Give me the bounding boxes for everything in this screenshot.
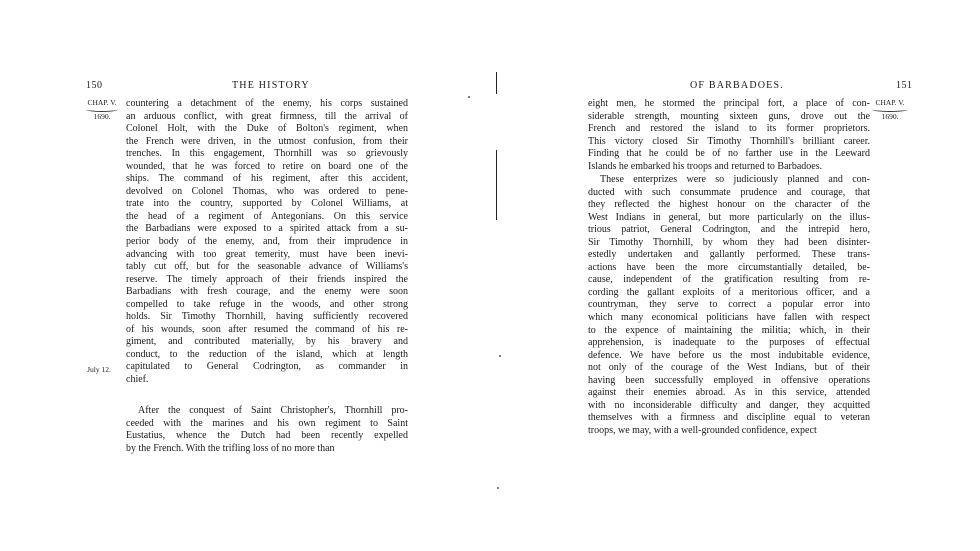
text-line: wounded, that he was forced to retire on board one of the (126, 160, 408, 172)
text-line: cording the gallant exploits of a meritorious officer, and a (588, 286, 870, 298)
text-line: apprehension, is inadequate to the purposes of effectual (588, 337, 870, 349)
text-line: the French were driven, in the utmost confusion, from their (126, 135, 408, 147)
text-line: Sir Timothy Thornhill, by whom they had been disinter- (588, 236, 870, 248)
left-paragraph-1 (126, 98, 408, 387)
text-line: they reflected the highest honour on the character of the (588, 199, 870, 211)
print-speck (468, 96, 470, 98)
text-line: ceeded with the marines and his own regiment to Saint (126, 417, 408, 429)
text-line: After the conquest of Saint Christopher's, Thornhill pro- (138, 405, 408, 416)
text-line: with no inconsiderable difficulty and danger, they acquitted (588, 399, 870, 411)
text-line: compelled to take refuge in the woods, and other strong (126, 298, 408, 310)
text-line: estedly undertaken and gallantly performed. These trans- (588, 249, 870, 261)
text-line: tably cut off, but for the seasonable advance of Williams's (126, 261, 408, 273)
text-line: defence. We have before us the most indubitable evidence, (588, 349, 870, 361)
text-line: not only of the courage of the West Indians, but of their (588, 362, 870, 374)
text-line: countryman, they serve to correct a popular error into (588, 299, 870, 311)
margin-year: 1690. (881, 112, 899, 121)
text-line: countering a detachment of the enemy, his corps sustained (126, 98, 408, 109)
text-line: French and restored the island to its former proprietors. (588, 123, 870, 135)
page-number-left: 150 (86, 80, 103, 91)
text-line: an arduous conflict, with great firmness, till the arrival of (126, 110, 408, 122)
right-page (490, 0, 980, 551)
text-line: themselves with a firmness and discipline equal to veteran (588, 412, 870, 424)
margin-date-left: July 12. (87, 365, 111, 374)
text-line: which many economical politicians have fallen with respect (588, 312, 870, 324)
text-line: siderable strength, mounting sixteen guns, drove out the (588, 110, 870, 122)
text-line: giment, and contributed materially, by his bravery and (126, 336, 408, 348)
text-line: Colonel Holt, with the Duke of Bolton's regiment, when (126, 123, 408, 135)
margin-year: 1690. (93, 112, 111, 121)
text-line: Finding that he could be of no farther use in the Leeward (588, 148, 870, 160)
text-line: chief. (126, 374, 149, 386)
right-paragraph-2 (588, 174, 870, 437)
text-line: the Barbadians were exposed to a spirited attack from a su- (126, 223, 408, 235)
margin-chapter-label: CHAP. V. (87, 98, 117, 107)
margin-chapter-label: CHAP. V. (875, 98, 905, 107)
text-line: holds. Sir Timothy Thornhill, having sufficiently recovered (126, 311, 408, 323)
text-line: This victory closed Sir Timothy Thornhill's brilliant career. (588, 135, 870, 147)
text-line: cause, independent of the gratification resulting from re- (588, 274, 870, 286)
text-line: against their enemies abroad. As in this service, attended (588, 387, 870, 399)
text-line: ships. The command of his regiment, after this accident, (126, 173, 408, 185)
text-line: actions have been the more circumstantially detailed, be- (588, 261, 870, 273)
margin-chapter-right (870, 99, 910, 121)
text-line: trious patriot, General Codrington, and the intrepid hero, (588, 224, 870, 236)
text-line: devolved on Colonel Thomas, who was ordered to pene- (126, 185, 408, 197)
left-paragraph-2 (126, 405, 408, 455)
text-line: Eustatius, whence the Dutch had been recently expelled (126, 430, 408, 442)
page-number-right: 151 (896, 80, 913, 91)
text-line: reserve. The timely approach of their friends inspired the (126, 273, 408, 285)
text-line: Islands he embarked his troops and returned to Barbadoes. (588, 160, 823, 172)
text-line: ducted with such consummate prudence and courage, that (588, 186, 870, 198)
text-line: of his wounds, soon after resumed the command of his re- (126, 323, 408, 335)
margin-chapter-left (84, 99, 120, 121)
text-line: trenches. In this engagement, Thornhill was so grievously (126, 148, 408, 160)
text-line: conduct, to the reduction of the island, which at length (126, 348, 408, 360)
text-line: trate into the country, supported by Colonel Williams, at (126, 198, 408, 210)
text-line: perior body of the enemy, and, from their imprudence in (126, 236, 408, 248)
text-line: to the expence of maintaining the militia; which, in their (588, 324, 870, 336)
text-line: capitulated to General Codrington, as commander in (126, 361, 408, 373)
text-line: by the French. With the trifling loss of no more than (126, 442, 335, 454)
text-line: having been successfully employed in offensive operations (588, 374, 870, 386)
running-head-left: THE HISTORY (232, 80, 310, 91)
text-line: Barbadians with fresh courage, and the enemy were soon (126, 286, 408, 298)
running-head-right: OF BARBADOES. (690, 80, 784, 91)
text-line: These enterprizes were so judiciously planned and con- (600, 174, 870, 185)
text-line: advancing with too great temerity, must have been inevi- (126, 248, 408, 260)
text-line: eight men, he stormed the principal fort, a place of con- (588, 98, 870, 109)
text-line: the head of a regiment of Antegonians. On this service (126, 210, 408, 222)
right-paragraph-1 (588, 98, 870, 173)
text-line: troops, we may, with a well-grounded confidence, expect (588, 424, 817, 436)
text-line: West Indians in general, but more particularly on the illus- (588, 211, 870, 223)
